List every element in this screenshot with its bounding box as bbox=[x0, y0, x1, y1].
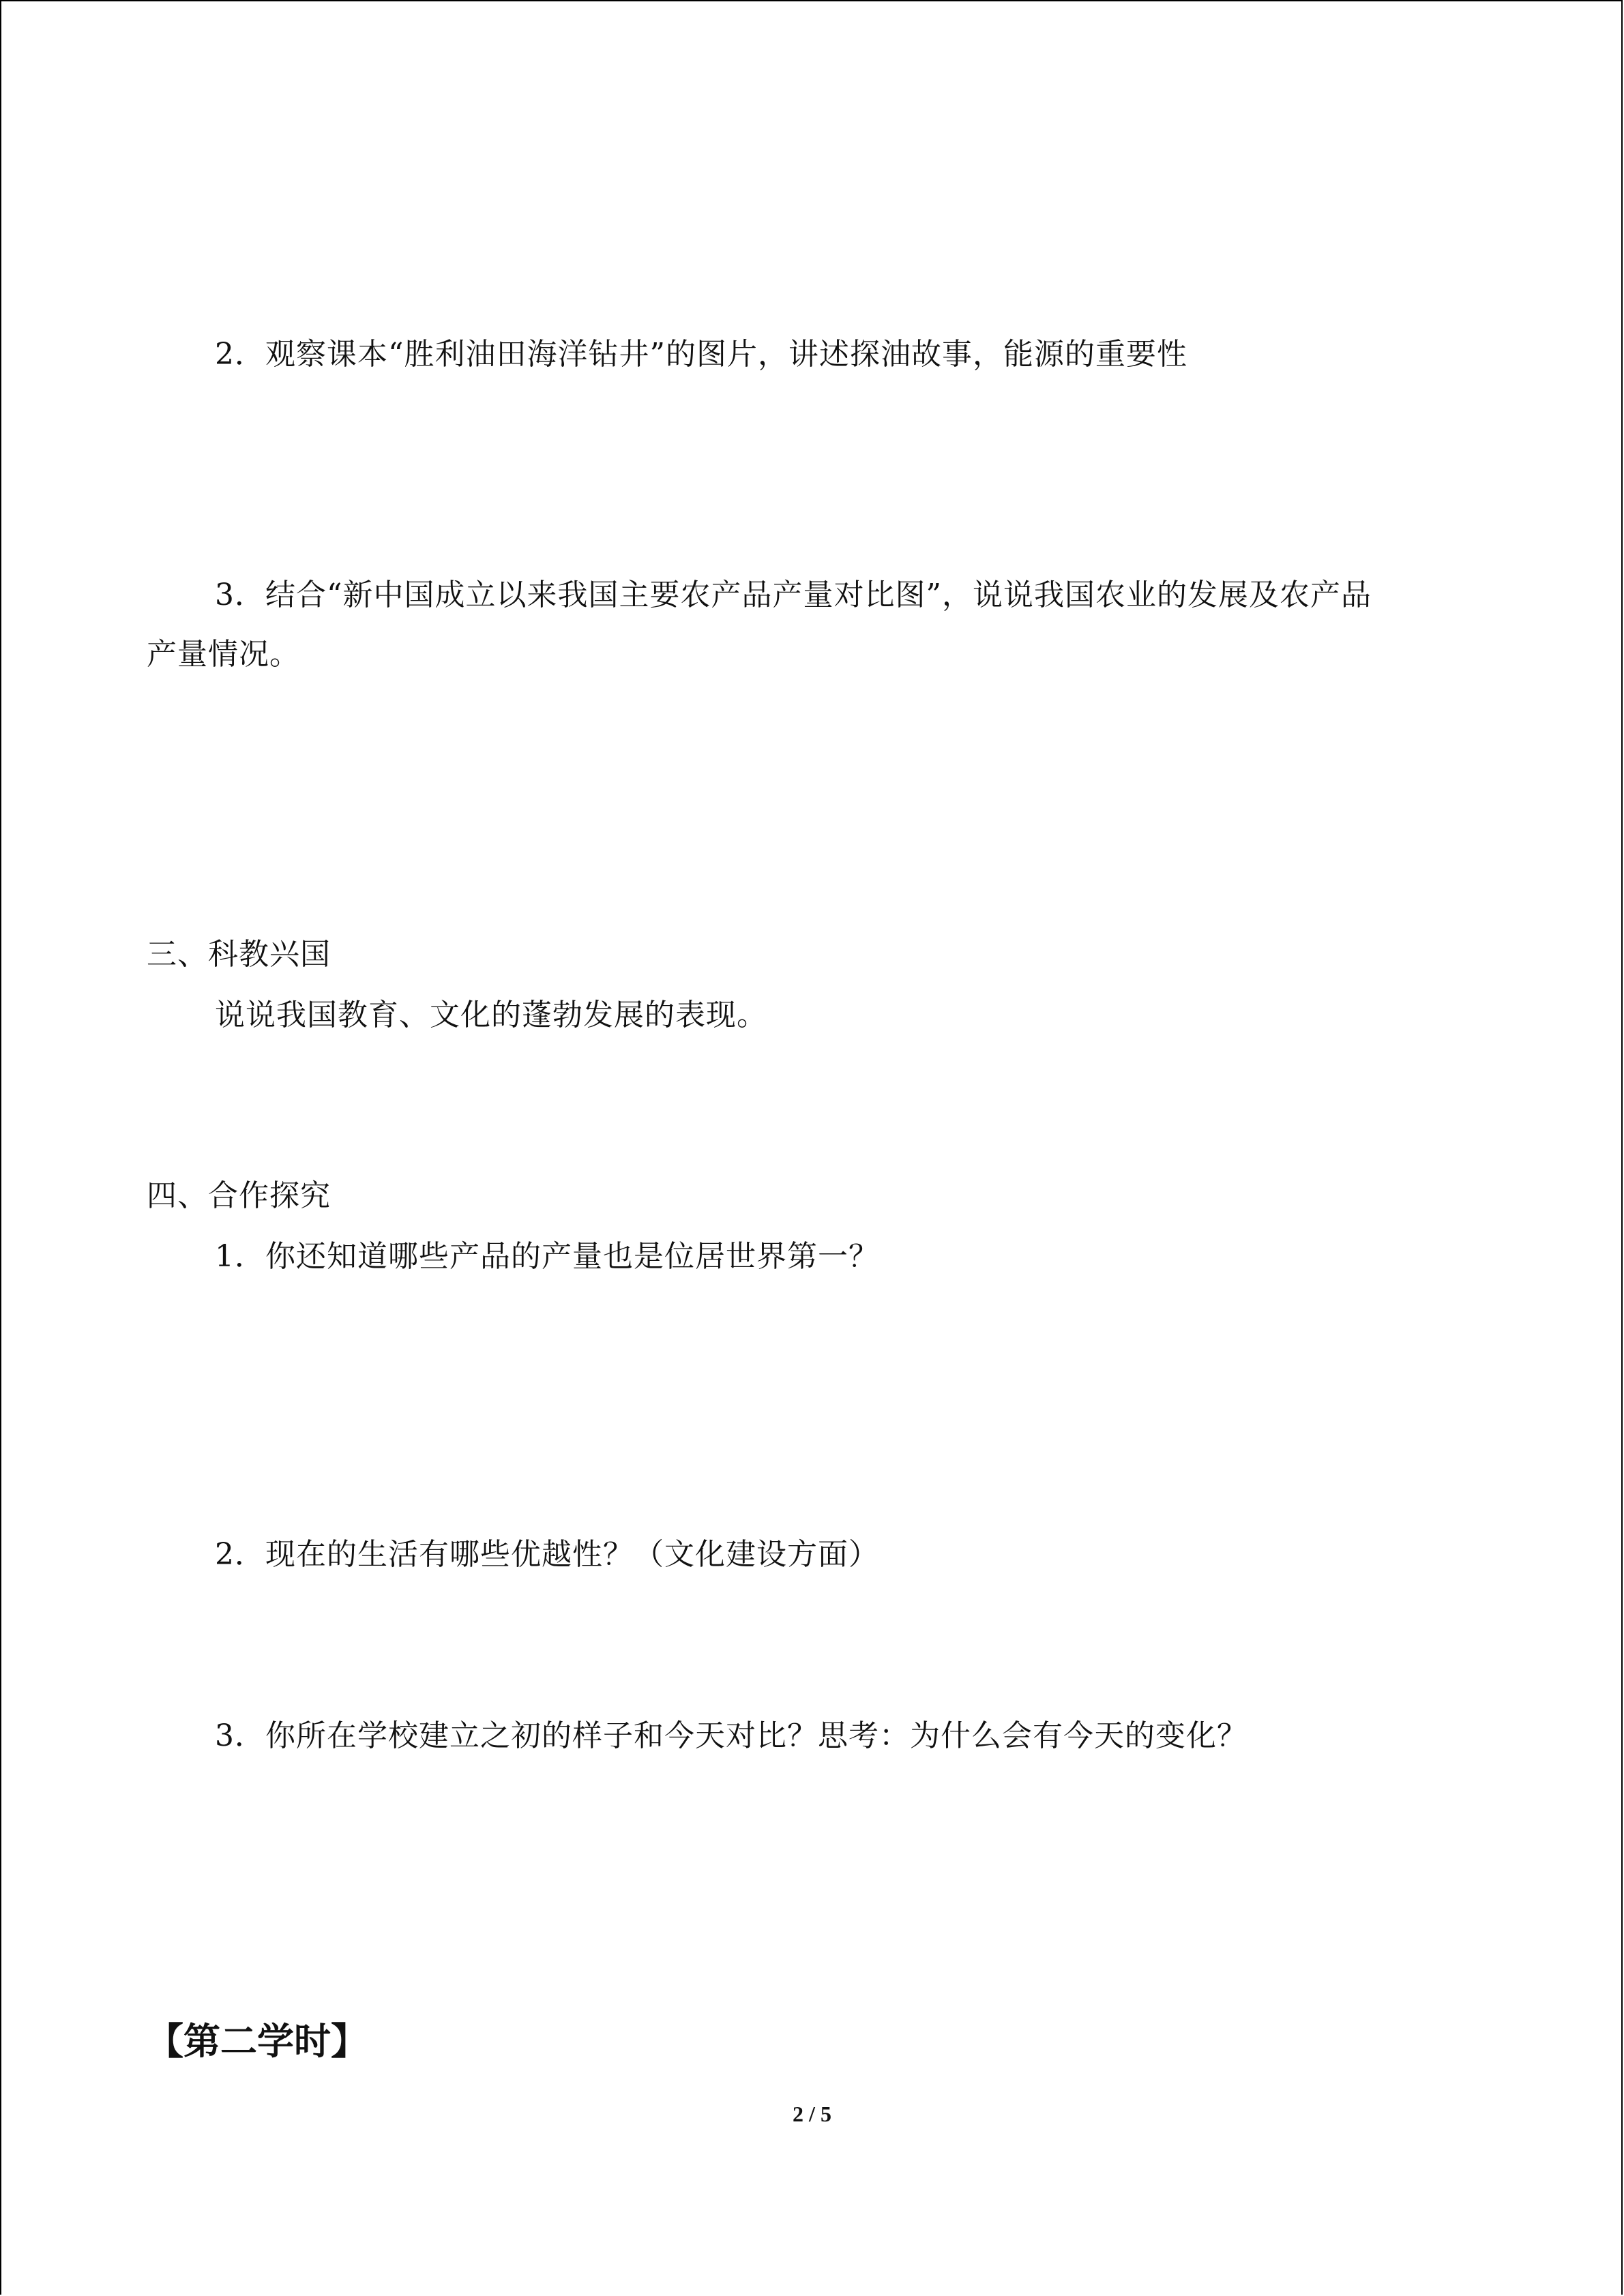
section-four-heading: 四、合作探究 bbox=[147, 1178, 331, 1213]
section-four-question-2: 2．现在的生活有哪些优越性？（文化建设方面） bbox=[215, 1537, 879, 1572]
question-3-agriculture-line-2: 产量情况。 bbox=[147, 637, 300, 672]
section-four-question-3: 3．你所在学校建立之初的样子和今天对比？思考：为什么会有今天的变化？ bbox=[215, 1718, 1247, 1753]
section-three-heading: 三、科教兴国 bbox=[147, 937, 331, 972]
second-lesson-heading: 【第二学时】 bbox=[147, 2020, 368, 2063]
page-number: 2 / 5 bbox=[793, 2102, 831, 2126]
section-four-question-1: 1．你还知道哪些产品的产量也是位居世界第一？ bbox=[215, 1239, 879, 1274]
question-2-observe-oil-drilling: 2．观察课本“胜利油田海洋钻井”的图片，讲述探油故事，能源的重要性 bbox=[215, 337, 1187, 372]
question-3-agriculture-line-1: 3．结合“新中国成立以来我国主要农产品产量对比图”，说说我国农业的发展及农产品 bbox=[215, 578, 1372, 612]
section-three-prompt: 说说我国教育、文化的蓬勃发展的表现。 bbox=[215, 998, 767, 1032]
